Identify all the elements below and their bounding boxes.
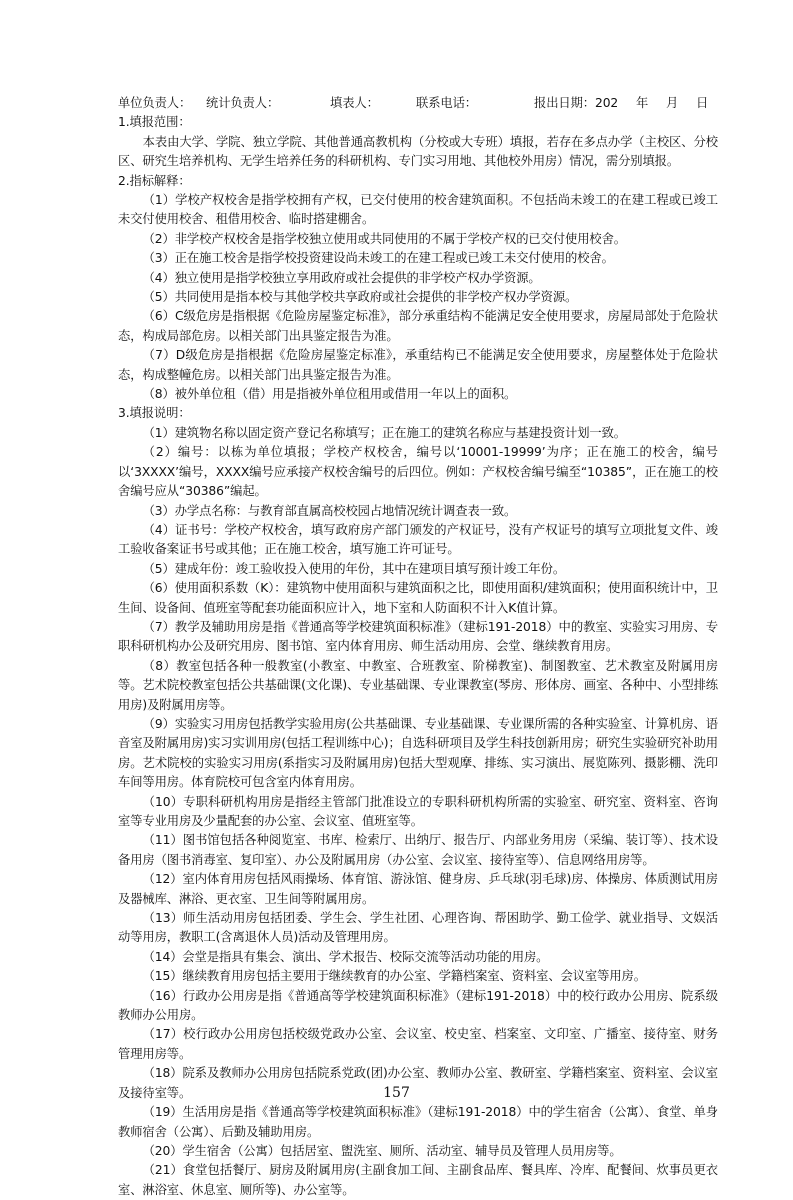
paragraph: （16）行政办公用房是指《普通高等学校建筑面积标准》（建标191-2018）中的校行政办公用房、院系级教师办公用房。 — [118, 988, 718, 1023]
section-heading: 1.填报范围： — [118, 115, 191, 130]
paragraph: （8）被外单位租（借）用是指被外单位租用或借用一年以上的面积。 — [142, 387, 517, 402]
paragraph: （5）共同使用是指本校与其他学校共享政府或社会提供的非学校产权办学资源。 — [142, 290, 578, 305]
paragraph: （9）实验实习用房包括教学实验用房(公共基础课、专业基础课、专业课所需的各种实验室、计算机房、语音室及附属用房)实习实训用房(包括工程训练中心)；自选科研项目及学生科技创新用房；研究生实验研究补助用房。艺术院校的实验实习用房(系指实习及附属用房)包括大型观摩、排练、实习演出、展览陈列、摄影棚、洗印车间等用房。体育院校可包含室内体育用房。 — [118, 716, 718, 790]
page-number: 157 — [383, 1085, 410, 1101]
paragraph: （1）建筑物名称以固定资产登记名称填写；正在施工的建筑名称应与基建投资计划一致。 — [142, 425, 626, 440]
paragraph: （6）C级危房是指根据《危险房屋鉴定标准》，部分承重结构不能满足安全使用要求，房屋局部处于危险状态，构成局部危房。以相关部门出具鉴定报告为准。 — [118, 309, 718, 343]
filler-label: 填表人： — [330, 96, 379, 110]
paragraph: （7）教学及辅助用房是指《普通高等学校建筑面积标准》（建标191-2018）中的教室、实验实习用房、专职科研机构办公及研究用房、图书馆、室内体育用房、师生活动用房、会堂、继续教育用房。 — [118, 619, 718, 654]
stats-head-label: 统计负责人： — [206, 96, 280, 110]
paragraph: （21）食堂包括餐厅、厨房及附属用房(主副食加工间、主副食品库、餐具库、冷库、配餐间、炊事员更衣室、淋浴室、休息室、厕所等)、办公室等。 — [118, 1163, 718, 1197]
paragraph: （7）D级危房是指根据《危险房屋鉴定标准》，承重结构已不能满足安全使用要求，房屋整体处于危险状态，构成整幢危房。以相关部门出具鉴定报告为准。 — [118, 348, 718, 382]
unit-head-label: 单位负责人： — [118, 96, 192, 110]
paragraph: （15）继续教育用房包括主要用于继续教育的办公室、学籍档案室、资料室、会议室等用房。 — [142, 969, 646, 984]
paragraph: （20）学生宿舍（公寓）包括居室、盥洗室、厕所、活动室、辅导员及管理人员用房等。 — [142, 1143, 622, 1158]
paragraph: （18）院系及教师办公用房包括院系党政(团)办公室、教师办公室、教研室、学籍档案室、资料室、会议室及接待室等。 — [118, 1066, 718, 1100]
paragraph: （19）生活用房是指《普通高等学校建筑面积标准》（建标191-2018）中的学生宿舍（公寓）、食堂、单身教师宿舍（公寓）、后勤及辅助用房。 — [118, 1105, 718, 1139]
paragraph: （1）学校产权校舍是指学校拥有产权，已交付使用的校舍建筑面积。不包括尚未竣工的在建工程或已竣工未交付使用校舍、租借用校舍、临时搭建棚舍。 — [118, 193, 718, 227]
paragraph: 本表由大学、学院、独立学院、其他普通高教机构（分校或大专班）填报，若存在多点办学（主校区、分校区、研究生培养机构、无学生培养任务的科研机构、专门实习用地、其他校外用房）情况，需分别填报。 — [118, 134, 718, 169]
paragraph: （11）图书馆包括各种阅览室、书库、检索厅、出纳厅、报告厅、内部业务用房（采编、装订等）、技术设备用房（图书消毒室、复印室）、办公及附属用房（办公室、会议室、接待室等）、信息网络用房等。 — [118, 833, 718, 867]
paragraph: （17）校行政办公用房包括校级党政办公室、会议室、校史室、档案室、文印室、广播室、接待室、财务管理用房等。 — [118, 1027, 718, 1061]
section-heading: 3.填报说明： — [118, 406, 191, 421]
paragraph: （3）办学点名称：与教育部直属高校校园占地情况统计调查表一致。 — [142, 503, 517, 518]
paragraph: （12）室内体育用房包括风雨操场、体育馆、游泳馆、健身房、乒乓球(羽毛球)房、体操房、体质测试用房及器械库、淋浴、更衣室、卫生间等附属用房。 — [118, 872, 718, 906]
paragraph: （8）教室包括各种一般教室(小教室、中教室、合班教室、阶梯教室)、制图教室、艺术教室及附属用房等。艺术院校教室包括公共基础课(文化课)、专业基础课、专业课教室(琴房、形体房、画室、各种中、小型排练用房)及附属用房等。 — [118, 658, 718, 712]
paragraph: （5）建成年份：竣工验收投入使用的年份，其中在建项目填写预计竣工年份。 — [142, 561, 566, 576]
section-heading: 2.指标解释： — [118, 173, 191, 188]
document-body — [118, 94, 718, 1200]
sections — [118, 113, 718, 1200]
paragraph: （3）正在施工校舍是指学校投资建设尚未竣工的在建工程或已竣工未交付使用的校舍。 — [142, 251, 614, 266]
paragraph: （2）编号：以栋为单位填报；学校产权校舍，编号以‘10001-19999’为序；正在施工的校舍，编号以‘3XXXX’编号，XXXX编号应承接产权校舍编号的后四位。例如：产权校舍编号编至“10385”，正在施工的校舍编号应从“30386”编起。 — [118, 445, 718, 499]
signature-line — [118, 94, 718, 113]
paragraph: （13）师生活动用房包括团委、学生会、学生社团、心理咨询、帮困助学、勤工俭学、就业指导、文娱活动等用房，教职工(含离退休人员)活动及管理用房。 — [118, 911, 718, 945]
paragraph: （4）独立使用是指学校独立享用政府或社会提供的非学校产权办学资源。 — [142, 270, 541, 285]
paragraph: （4）证书号：学校产权校舍，填写政府房产部门颁发的产权证号，没有产权证号的填写立项批复文件、竣工验收备案证书号或其他；正在施工校舍，填写施工许可证号。 — [118, 522, 718, 557]
paragraph: （10）专职科研机构用房是指经主管部门批准设立的专职科研机构所需的实验室、研究室、资料室、咨询室等专业用房及少量配套的办公室、会议室、值班室等。 — [118, 794, 718, 829]
paragraph: （14）会堂是指具有集会、演出、学术报告、校际交流等活动功能的用房。 — [142, 949, 549, 964]
paragraph: （6）使用面积系数（K）：建筑物中使用面积与建筑面积之比，即使用面积/建筑面积；使用面积统计中，卫生间、设备间、值班室等配套功能面积应计入，地下室和人防面积不计入K值计算。 — [118, 581, 718, 615]
report-date-label: 报出日期：202 年 月 日 — [534, 96, 709, 110]
phone-label: 联系电话： — [416, 96, 477, 110]
paragraph: （2）非学校产权校舍是指学校独立使用或共同使用的不属于学校产权的已交付使用校舍。 — [142, 231, 626, 246]
